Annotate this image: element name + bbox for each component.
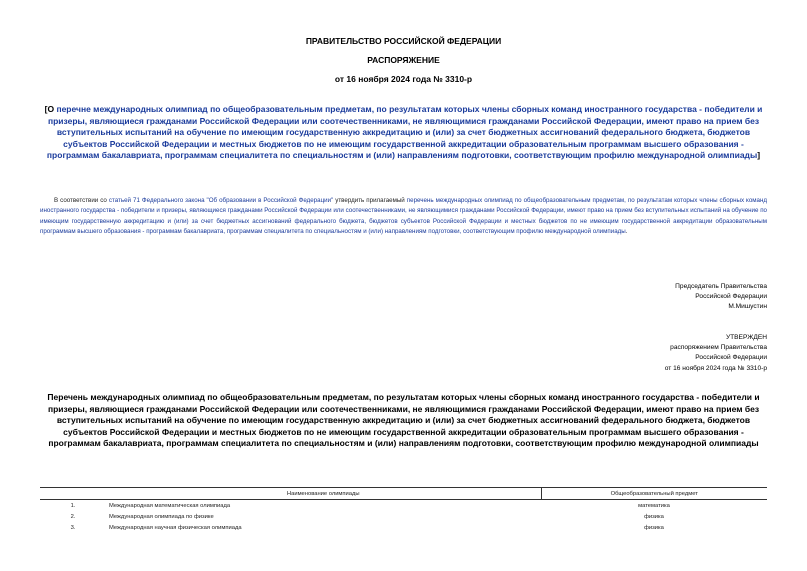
olympiad-name: Международная математическая олимпиада	[109, 502, 231, 509]
approved-label: УТВЕРЖДЕН	[725, 334, 767, 341]
olympiad-name-header: Наименование олимпиады	[106, 488, 541, 500]
list-title: Перечень международных олимпиад по общеобразовательным предметам, по результатам которых члены сборных команд иностранного государства - победители и призеры, являющиеся гражданами Российской Федерации или соотечественниками, не являющимися гражданами Российской Федерации, имеют право на прием без вступительных испытаний на обучение по имеющим государственную аккредитацию и (или) за счет бюджетных ассигнований федерального бюджета, бюджетов субъектов Российской Федерации и местных бюджетов по не имеющим государственной аккредитации образовательным программам высшего образования - программам бакалавриата, программам специалитета по специальностям и (или) направлениям подготовки, соответствующим профилю международной олимпиады	[47, 392, 760, 448]
subject: физика	[644, 524, 664, 531]
date-number-heading: от 16 ноября 2024 года № 3310-р	[334, 74, 473, 84]
table-row	[40, 522, 767, 533]
subject: математика	[638, 502, 670, 509]
body-paragraph	[40, 196, 767, 238]
approval-block	[665, 333, 767, 374]
row-number: 1.	[70, 502, 76, 509]
doc-type-heading: РАСПОРЯЖЕНИЕ	[367, 55, 440, 65]
subject-header: Общеобразовательный предмет	[541, 488, 767, 500]
approved-by: распоряжением Правительства	[670, 344, 767, 352]
open-bracket: [	[44, 104, 48, 114]
law-link[interactable]: статьей 71 Федерального закона "Об образовании в Российской Федерации"	[108, 197, 334, 204]
approved-org: Российской Федерации	[695, 354, 767, 362]
body-part3: .	[625, 228, 628, 236]
document-title	[40, 104, 767, 162]
government-heading: ПРАВИТЕЛЬСТВО РОССИЙСКОЙ ФЕДЕРАЦИИ	[305, 36, 502, 46]
approved-date: от 16 ноября 2024 года № 3310-р	[664, 364, 767, 372]
signer-name: М.Мишустин	[728, 303, 767, 311]
signature-block	[675, 282, 767, 313]
title-link[interactable]: перечне международных олимпиад по общеобразовательным предметам, по результатам которых члены сборных команд иностранного государства - победители и призеры, являющиеся гражданами Российской Федерации или соотечественниками, не являющимися гражданами Российской Федерации, имеют право на прием без вступительных испытаний на обучение по имеющим государственную аккредитацию и (или) за счет бюджетных ассигнований федерального бюджета, бюджетов субъектов Российской Федерации и местных бюджетов по не имеющим государственной аккредитации образовательным программам высшего образования - программам бакалавриата, программам специалитета по специальностям и (или) направлениям подготовки, соответствующим профилю международной олимпиады	[46, 104, 763, 160]
row-number: 2.	[70, 513, 76, 520]
table-row	[40, 511, 767, 522]
list-link[interactable]: перечень международных олимпиад по общеобразовательным предметам, по результатам которых члены сборных команд иностранного государства - победители и призеры, являющиеся гражданами Российской Федерации или соотечественниками, не являющимися гражданами Российской Федерации, имеют право на прием без вступительных испытаний на обучение по имеющим государственную аккредитацию и (или) за счет бюджетных ассигнований федерального бюджета, бюджетов субъектов Российской Федерации и местных бюджетов по не имеющим государственной аккредитации образовательным программам высшего образования - программам бакалавриата, программам специалитета по специальностям и (или) направлениям подготовки, соответствующим профилю международной олимпиады	[40, 197, 767, 236]
signer-org: Российской Федерации	[695, 293, 767, 301]
num-header	[40, 488, 106, 500]
title-first-word: О	[47, 104, 55, 114]
body-part2: утвердить прилагаемый	[333, 197, 407, 204]
olympiad-name: Международная научная физическая олимпиада	[109, 524, 242, 531]
olympiad-name: Международная олимпиада по физике	[109, 513, 214, 520]
subject: физика	[644, 513, 664, 520]
table-header-row	[40, 488, 767, 500]
olympiad-table	[40, 487, 767, 533]
row-number: 3.	[70, 524, 76, 531]
body-part1: В соответствии со	[54, 197, 109, 204]
signer-title: Председатель Правительства	[675, 283, 767, 290]
close-bracket: ]	[757, 150, 761, 160]
table-row	[40, 500, 767, 512]
